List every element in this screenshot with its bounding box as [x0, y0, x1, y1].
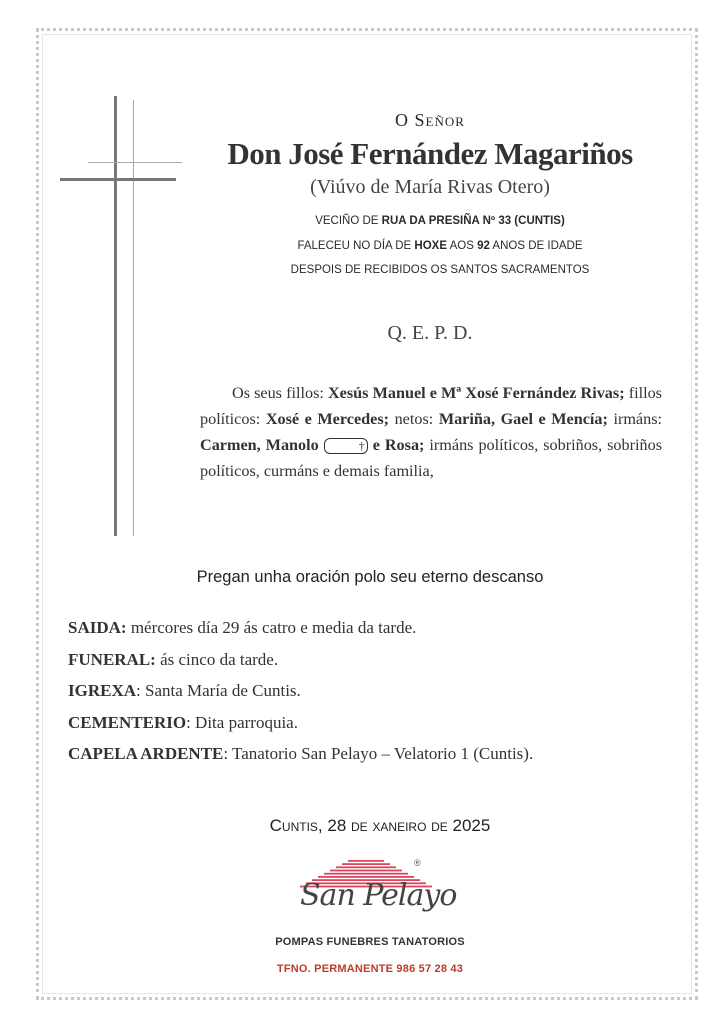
detail-label: CEMENTERIO [68, 712, 187, 732]
widow-note: (Viúvo de María Rivas Otero) [310, 176, 550, 198]
residence-line [230, 215, 650, 227]
family-paragraph [200, 380, 662, 484]
detail-value: ás cinco da tarde. [155, 649, 279, 669]
death-text-c: AOS [447, 240, 478, 252]
deceased-name: Don José Fernández Magariños [227, 136, 633, 171]
family-text-1: Os seus fillos: [232, 384, 328, 402]
phone-number: TFNO. PERMANENTE 986 57 28 43 [276, 963, 464, 975]
death-age: 92 [477, 240, 490, 252]
service-details [68, 616, 533, 774]
detail-value: mércores día 29 ás catro e media da tarde. [126, 618, 417, 637]
detail-label: IGREXA [68, 681, 137, 700]
registered-mark: ® [414, 858, 421, 868]
logo-line [342, 863, 390, 865]
siblings-names: Carmen, Manolo [200, 436, 319, 454]
dagger-icon: † [324, 438, 368, 454]
death-text-a: FALECEU NO DÍA DE [297, 240, 415, 252]
in-laws-names: Xosé e Mercedes; [265, 410, 390, 428]
family-text-2: fillos políticos: [200, 384, 662, 428]
detail-label: FUNERAL: [68, 649, 156, 669]
intro-title: O Señor [395, 110, 465, 130]
logo-line [324, 873, 408, 875]
children-names: Xesús Manuel e Mª Xosé Fernández Rivas; [327, 384, 625, 402]
detail-row-funeral [68, 648, 533, 680]
detail-value: : Santa María de Cuntis. [136, 681, 301, 700]
logo-line [348, 860, 384, 862]
sacraments-line: DESPOIS DE RECIBIDOS OS SANTOS SACRAMENTOS [290, 264, 590, 276]
detail-row-igrexa [68, 679, 533, 711]
residence-prefix: VECIÑO DE [315, 215, 382, 227]
residence-address: RUA DA PRESIÑA Nº 33 (CUNTIS) [381, 215, 565, 227]
detail-label: CAPELA ARDENTE [68, 744, 224, 763]
siblings-names-end: e Rosa; [367, 436, 425, 454]
company-tagline: POMPAS FUNEBRES TANATORIOS [275, 936, 465, 948]
prayer-line: Pregan unha oración polo seu eterno descanso [196, 568, 544, 586]
detail-row-capela [68, 742, 533, 774]
detail-row-saida [68, 616, 533, 648]
death-line [230, 240, 650, 252]
grandchildren-names: Mariña, Gael e Mencía; [438, 410, 608, 428]
place-date: Cuntis, 28 de xaneiro de 2025 [269, 816, 491, 835]
logo-line [330, 870, 402, 872]
detail-value: : Tanatorio San Pelayo – Velatorio 1 (Cuntis). [223, 744, 534, 763]
family-text-5: irmáns políticos, sobriños, sobriños políticos, curmáns e demais familia, [200, 436, 662, 480]
detail-label: SAIDA: [68, 618, 127, 637]
logo-line [336, 866, 396, 868]
qepd-text: Q. E. P. D. [387, 322, 473, 344]
family-text-4: irmáns: [607, 410, 663, 428]
family-text-3: netos: [389, 410, 439, 428]
logo-wordmark: San Pelayo [300, 878, 457, 913]
death-day: HOXE [414, 240, 448, 252]
detail-value: : Dita parroquia. [186, 712, 298, 732]
detail-row-cementerio [68, 711, 533, 743]
death-text-e: ANOS DE IDADE [489, 240, 583, 252]
